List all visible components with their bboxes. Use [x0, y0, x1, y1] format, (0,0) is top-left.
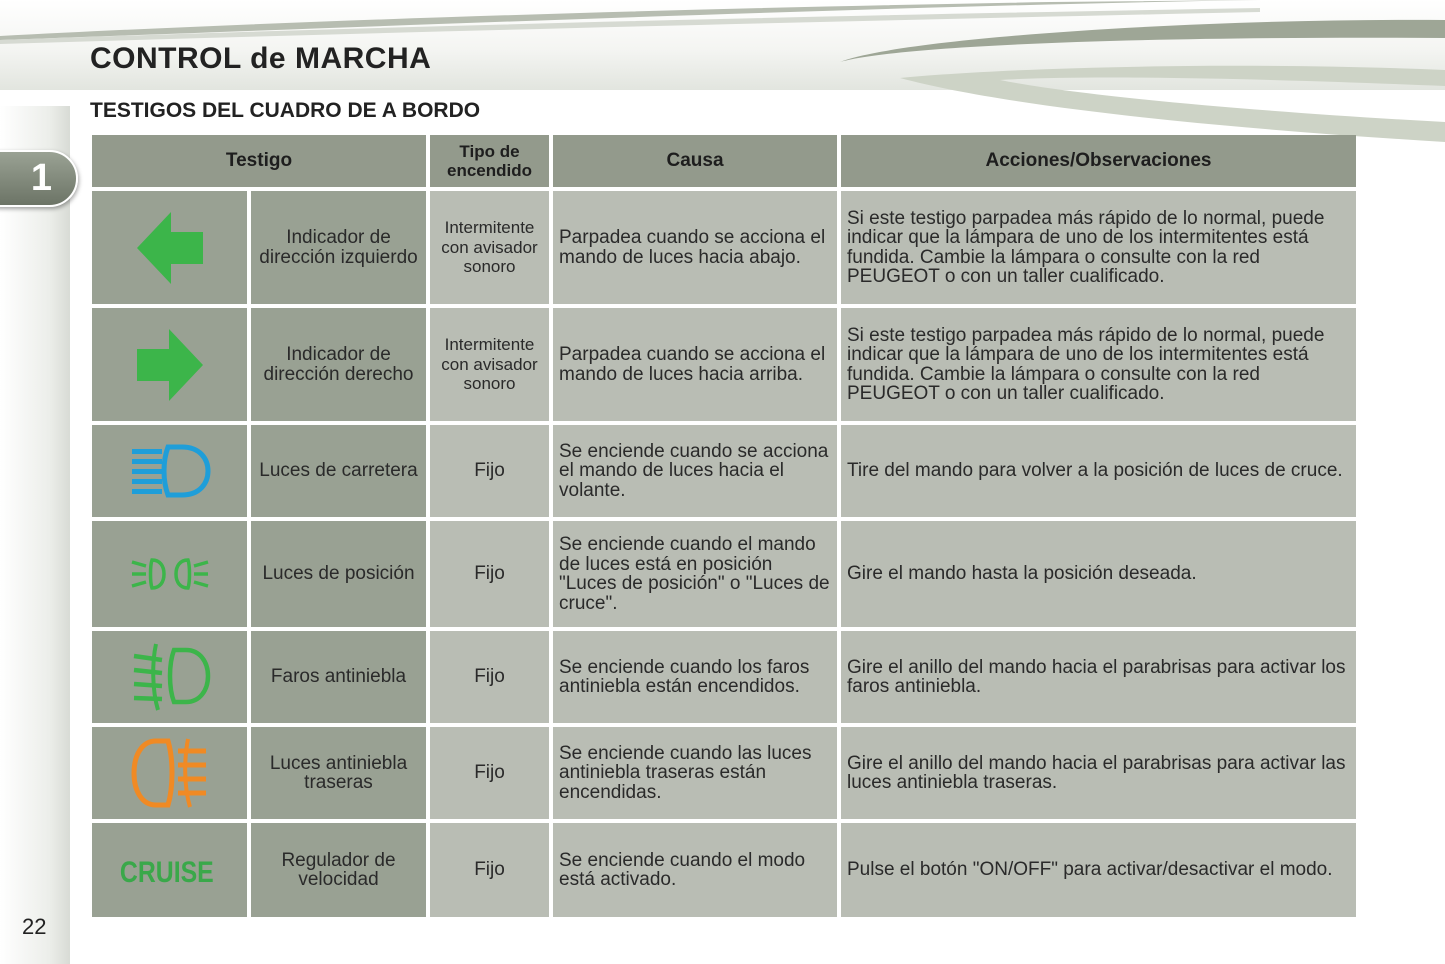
tipo-encendido: Intermitente con avisador sonoro: [430, 191, 549, 304]
cruise-icon: [119, 853, 214, 889]
acciones: Si este testigo parpadea más rápido de lo normal, puede indicar que la lámpara de uno de los intermitentes está fundida. Cambie la lámpara o consulte con la red PEUGEOT o con un taller cualificado.: [841, 191, 1356, 304]
right-turn-arrow-icon: [135, 327, 205, 403]
section-title: TESTIGOS DEL CUADRO DE A BORDO: [90, 99, 481, 122]
testigo-name: Luces de carretera: [251, 425, 426, 517]
position-lights-icon: [130, 554, 210, 594]
left-rail: [0, 106, 70, 964]
tipo-encendido: Intermitente con avisador sonoro: [430, 308, 549, 421]
tipo-encendido: Fijo: [430, 823, 549, 917]
left-turn-arrow-icon: [135, 210, 205, 286]
tipo-encendido: Fijo: [430, 425, 549, 517]
cruise-icon-text: CRUISE: [119, 855, 214, 889]
acciones: Gire el anillo del mando hacia el parabrisas para activar las luces antiniebla traseras.: [841, 727, 1356, 819]
acciones: Gire el mando hasta la posición deseada.: [841, 521, 1356, 627]
acciones: Tire del mando para volver a la posición de luces de cruce.: [841, 425, 1356, 517]
col-header-tipo: Tipo de encendido: [430, 135, 549, 187]
page-title: CONTROL de MARCHA: [90, 42, 432, 75]
high-beam-icon: [130, 443, 210, 499]
acciones: Pulse el botón "ON/OFF" para activar/desactivar el modo.: [841, 823, 1356, 917]
table-row: [92, 191, 1356, 304]
testigo-name: Indicador de dirección derecho: [251, 308, 426, 421]
icon-cell: [92, 823, 247, 917]
acciones: Si este testigo parpadea más rápido de lo normal, puede indicar que la lámpara de uno de los intermitentes está fundida. Cambie la lámpara o consulte con la red PEUGEOT o con un taller cualificado.: [841, 308, 1356, 421]
tipo-encendido: Fijo: [430, 521, 549, 627]
table-row: [92, 308, 1356, 421]
icon-cell: [92, 308, 247, 421]
acciones: Gire el anillo del mando hacia el parabrisas para activar los faros antiniebla.: [841, 631, 1356, 723]
rear-fog-lamp-icon: [130, 735, 210, 811]
causa: Se enciende cuando el modo está activado.: [553, 823, 837, 917]
causa: Se enciende cuando se acciona el mando de luces hacia el volante.: [553, 425, 837, 517]
icon-cell: [92, 191, 247, 304]
icon-cell: [92, 521, 247, 627]
table-header-row: [92, 135, 1356, 187]
testigo-name: Luces antiniebla traseras: [251, 727, 426, 819]
table-row: [92, 727, 1356, 819]
page-number: 22: [22, 914, 47, 939]
col-header-testigo: Testigo: [92, 135, 426, 187]
warning-lights-table: [88, 131, 1360, 921]
front-fog-lamp-icon: [130, 642, 210, 712]
table-row: [92, 521, 1356, 627]
causa: Se enciende cuando las luces antiniebla traseras están encendidas.: [553, 727, 837, 819]
table-row: [92, 631, 1356, 723]
tipo-encendido: Fijo: [430, 727, 549, 819]
causa: Parpadea cuando se acciona el mando de luces hacia abajo.: [553, 191, 837, 304]
testigo-name: Faros antiniebla: [251, 631, 426, 723]
causa: Parpadea cuando se acciona el mando de luces hacia arriba.: [553, 308, 837, 421]
icon-cell: [92, 425, 247, 517]
icon-cell: [92, 727, 247, 819]
table-row: [92, 823, 1356, 917]
tipo-encendido: Fijo: [430, 631, 549, 723]
icon-cell: [92, 631, 247, 723]
table-row: [92, 425, 1356, 517]
testigo-name: Regulador de velocidad: [251, 823, 426, 917]
testigo-name: Indicador de dirección izquierdo: [251, 191, 426, 304]
chapter-tab[interactable]: 1: [0, 150, 78, 207]
causa: Se enciende cuando los faros antiniebla están encendidos.: [553, 631, 837, 723]
causa: Se enciende cuando el mando de luces está en posición "Luces de posición" o "Luces de cruce".: [553, 521, 837, 627]
testigo-name: Luces de posición: [251, 521, 426, 627]
col-header-causa: Causa: [553, 135, 837, 187]
col-header-acciones: Acciones/Observaciones: [841, 135, 1356, 187]
